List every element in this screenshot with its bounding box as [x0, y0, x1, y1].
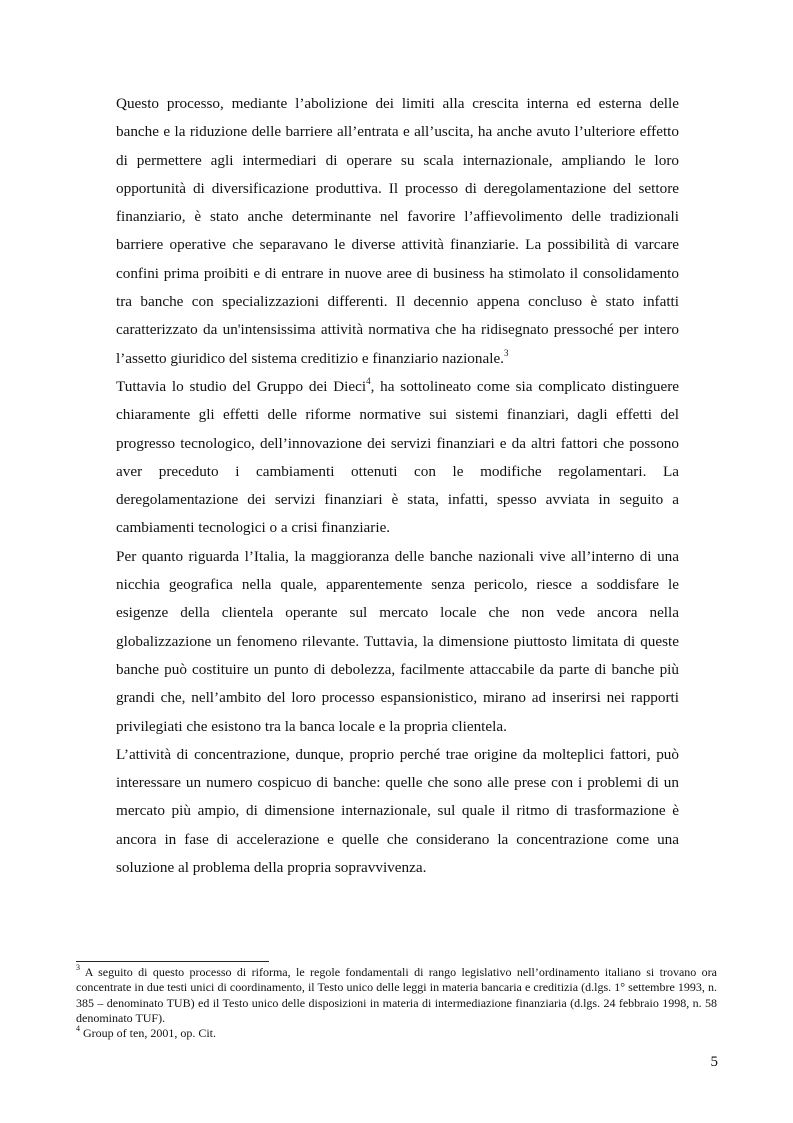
paragraph-3: [116, 543, 679, 741]
paragraph-text: L’attività di concentrazione, dunque, proprio perché trae origine da molteplici fattori, può interessare un numero cospicuo di banche: quelle che sono alle prese con i problemi di un mercato più ampio, di dimensione internazionale, sul quale il ritmo di trasformazione è ancora in fase di accelerazione e quelle che considerano la concentrazione come una soluzione al problema della propria sopravvivenza.: [116, 745, 679, 877]
footnote-text: A seguito di questo processo di riforma, le regole fondamentali di rango legislativo nell’ordinamento italiano si trovano ora concentrate in due testi unici di coordinamento, il Testo unico delle leggi in materia bancaria e creditizia (d.lgs. 1° settembre 1993, n. 385 – denominato TUB) ed il Testo unico delle disposizioni in materia di intermediazione finanziaria (d.lgs. 24 febbraio 1998, n. 58 denominato TUF).: [76, 965, 717, 1025]
footnote-ref-3[interactable]: 3: [503, 347, 509, 358]
page-number: 5: [710, 1054, 718, 1070]
footnote-separator: [76, 961, 269, 962]
footnote-text: Group of ten, 2001, op. Cit.: [83, 1026, 216, 1041]
footnote-ref-4[interactable]: 4: [366, 375, 371, 386]
body-text: [116, 90, 679, 882]
paragraph-text: Tuttavia lo studio del Gruppo dei Dieci: [116, 377, 367, 395]
paragraph-4: [116, 741, 679, 882]
paragraph-1: [116, 90, 679, 373]
footnote-3: [76, 965, 717, 1026]
paragraph-text: , ha sottolineato come sia complicato distinguere chiaramente gli effetti delle riforme normative sui sistemi finanziari, dagli effetti del progresso tecnologico, dell’innovazione dei servizi finanziari e da altri fattori che possono aver preceduto i cambiamenti ottenuti con le modifiche regolamentari. La deregolamentazione dei servizi finanziari è stata, infatti, spesso avviata in seguito a cambiamenti tecnologici o a crisi finanziarie.: [116, 377, 679, 537]
footnotes: [76, 965, 717, 1041]
footnote-number: 4: [76, 1024, 80, 1034]
paragraph-2: [116, 373, 679, 543]
paragraph-text: Questo processo, mediante l’abolizione dei limiti alla crescita interna ed esterna delle banche e la riduzione delle barriere all’entrata e all’uscita, ha anche avuto l’ulteriore effetto di permettere agli intermediari di operare su scala internazionale, ampliando le loro opportunità di diversificazione produttiva. Il processo di deregolamentazione del settore finanziario, è stato anche determinante nel favorire l’affievolimento delle tradizionali barriere operative che separavano le diverse attività finanziarie. La possibilità di varcare confini prima proibiti e di entrare in nuove aree di business ha stimolato il consolidamento tra banche con specializzazioni differenti. Il decennio appena concluso è stato infatti caratterizzato da un'intensissima attività normativa che ha ridisegnato pressoché per intero l’assetto giuridico del sistema creditizio e finanziario nazionale.: [116, 95, 679, 367]
footnote-number: 3: [76, 963, 80, 972]
paragraph-text: Per quanto riguarda l’Italia, la maggioranza delle banche nazionali vive all’interno di una nicchia geografica nella quale, apparentemente senza pericolo, riesce a soddisfare le esigenze della clientela operante sul mercato locale che non vede ancora nella globalizzazione un fenomeno rilevante. Tuttavia, la dimensione piuttosto limitata di queste banche può costituire un punto di debolezza, facilmente attaccabile da parte di banche più grandi che, nell’ambito del loro processo espansionistico, mirano ad inserirsi nei rapporti privilegiati che esistono tra la banca locale e la propria clientela.: [116, 547, 679, 735]
footnote-4: [76, 1026, 717, 1041]
